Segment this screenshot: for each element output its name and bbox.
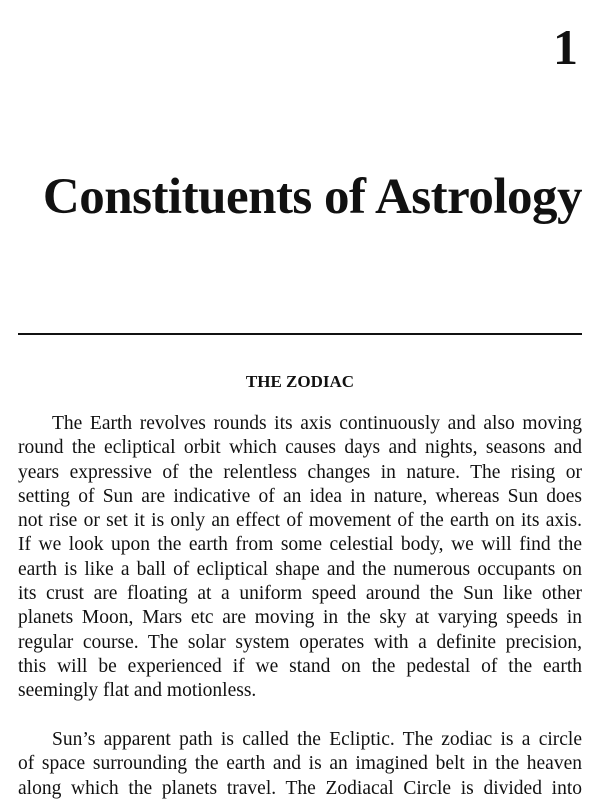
text-line: seemingly flat and motionless. [18,680,257,702]
text-line: setting of Sun are indicative of an idea in nature, whereas Sun does [18,485,582,507]
text-line: If we look upon the earth from some celestial body, we will find the [18,534,582,556]
divider-rule [18,333,582,335]
text-line: of space surrounding the earth and is an imagined belt in the heaven [18,753,582,775]
text-line: years expressive of the relentless changes in nature. The rising or [18,461,582,483]
text-line: not rise or set it is only an effect of movement of the earth on its axis. [18,510,582,532]
text-line: round the ecliptical orbit which causes days and nights, seasons and [18,437,582,459]
chapter-number: 1 [553,19,578,75]
text-line: Sun’s apparent path is called the Ecliptic. The zodiac is a circle [52,729,582,750]
text-line: its crust are floating at a uniform speed around the Sun like other [18,583,582,605]
text-line: this will be experienced if we stand on the pedestal of the earth [18,655,582,677]
text-line: The Earth revolves rounds its axis continuously and also moving [52,413,582,434]
chapter-title: Constituents of Astrology [42,169,582,225]
text-line: earth is like a ball of ecliptical shape and the numerous occupants on [18,558,582,580]
paragraph-2 [18,728,582,801]
text-line: regular course. The solar system operates with a definite precision, [18,631,582,653]
text-line: planets Moon, Mars etc are moving in the sky at varying speeds in [18,607,582,629]
paragraph-1 [18,412,582,704]
section-heading: THE ZODIAC [245,372,355,391]
text-line: along which the planets travel. The Zodiacal Circle is divided into [18,777,582,799]
